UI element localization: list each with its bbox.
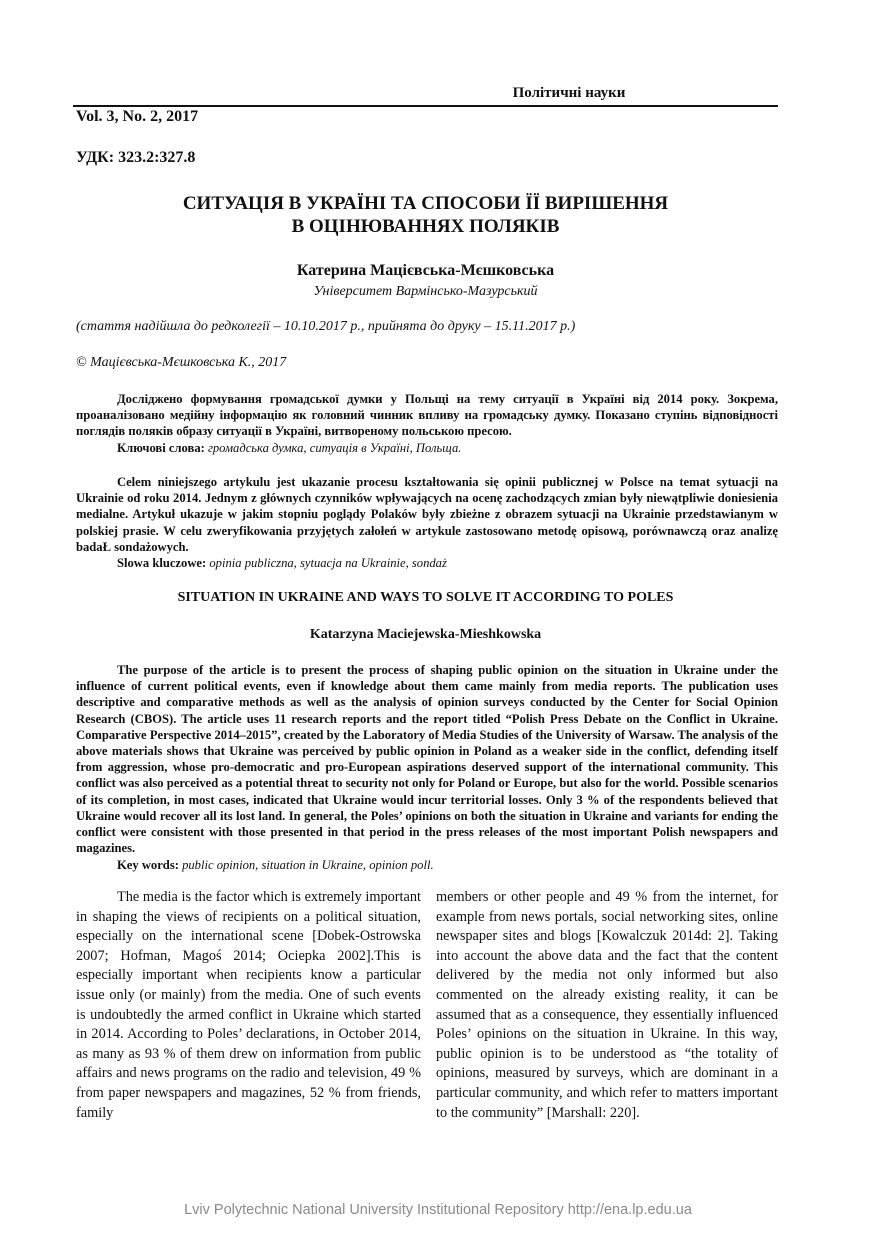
udk-code: УДК: 323.2:327.8: [76, 149, 196, 166]
abstract-pl: Celem niniejszego artykulu jest ukazanie procesu kształtowania się opinii publicznej w Polsce na temat sytuacji na Ukrainie od roku 2014. Jednym z głównych czynników wpływających na ocenę zachodzących zmian były niewątpliwie doniesienia medialne. Artykuł ukazuje w jakim stopniu poglądy Polaków były zbieżne z obrazem sytuacji na Ukrainie przedstawianym w polskiej prasie. W celu zweryfikowania przyjętych załołeń w artykule zastosowano metodę opisową, porównawczą oraz analizę badaŁ sondażowych.: [76, 475, 778, 554]
received-dates: (стаття надійшла до редколегії – 10.10.2017 р., прийнята до друку – 15.11.2017 р.): [76, 319, 576, 334]
keywords-uk: [117, 440, 461, 456]
author-name-uk: Катерина Мацієвська-Мєшковська: [296, 262, 555, 279]
keywords-label: Key words:: [117, 858, 179, 872]
title-line-2: В ОЦІНЮВАННЯХ ПОЛЯКІВ: [291, 216, 560, 237]
volume-info: Vol. 3, No. 2, 2017: [76, 108, 199, 125]
title-line-1: СИТУАЦІЯ В УКРАЇНІ ТА СПОСОБИ ЇЇ ВИРІШЕННЯ: [182, 193, 669, 214]
body-column-right: members or other people and 49 % from the internet, for example from news portals, social networking sites, online newspaper sites and blogs [Kowalczuk 2014d: 2]. Taking into account the above data and the fact that the content delivered by the media not only informed but also commented on the already existing reality, it can be assumed that as a consequence, they essentially influenced Poles’ opinions on the situation in Ukraine. In this way, public opinion is to be understood as “the totality of opinions, measured by surveys, which are dominant in a particular community, and which refer to matters important to the community” [Marshall: 220].: [436, 889, 778, 1121]
body-column-left: The media is the factor which is extremely important in shaping the views of recipients on a political situation, especially on the international scene [Dobek-Ostrowska 2007; Hofman, Magoś 2014; Ociepka 2002].This is especially important when recipients know a particular issue only (or mainly) from the media. One of such events is undoubtedly the armed conflict in Ukraine which started in 2014. According to Poles’ declarations, in October 2014, as many as 93 % of them drew on information from public affairs and news programs on the radio and television, 49 % from paper newspapers and magazines, 52 % from friends, family: [76, 889, 421, 1121]
keywords-label: Slowa kluczowe:: [117, 556, 207, 570]
article-title-en: SITUATION IN UKRAINE AND WAYS TO SOLVE IT ACCORDING TO POLES: [177, 590, 674, 605]
author-name-en: Katarzyna Maciejewska-Mieshkowska: [309, 627, 542, 642]
article-title-uk: [73, 192, 778, 238]
repository-footer: Lviv Polytechnic National University Institutional Repository http://ena.lp.edu.ua: [184, 1202, 692, 1218]
keywords-value: public opinion, situation in Ukraine, opinion poll.: [182, 858, 434, 872]
abstract-uk: Досліджено формування громадської думки у Польщі на тему ситуації в Україні від 2014 року. Зокрема, проаналізовано медійну інформацію як головний чинник впливу на громадську думку. Показано ступінь відповідності поглядів поляків образу ситуації в Україні, витвореному польською пресою.: [76, 392, 778, 439]
keywords-en: [117, 857, 434, 873]
keywords-value: opinia publiczna, sytuacja na Ukrainie, sondaż: [209, 556, 447, 570]
header-rule: [73, 105, 778, 107]
keywords-pl: [117, 555, 447, 571]
affiliation-uk: Університет Вармінсько-Мазурський: [313, 284, 538, 299]
running-head: Політичні науки: [512, 85, 626, 101]
keywords-label: Ключові слова:: [117, 441, 205, 455]
copyright-line: © Мацієвська-Мєшковська К., 2017: [76, 355, 287, 370]
keywords-value: громадська думка, ситуація в Україні, Польща.: [207, 441, 462, 455]
abstract-en: The purpose of the article is to present the process of shaping public opinion on the situation in Ukraine under the influence of current political events, even if knowledge about them came mainly from media reports. The publication uses descriptive and comparative methods as well as the analysis of opinion surveys conducted by the Center for Social Opinion Research (CBOS). The article uses 11 research reports and the report titled “Polish Press Debate on the Conflict in Ukraine. Comparative Perspective 2014–2015”, created by the Laboratory of Media Studies of the University of Warsaw. The analysis of the above materials shows that Ukraine was perceived by public opinion in Poland as a weaker side in the conflict, defending itself from aggression, whose pro-democratic and pro-European aspirations deserved support of the international community. This conflict was also perceived as a potential threat to security not only for Poland or Europe, but also for the world. Possible scenarios of its completion, in most cases, indicated that Ukraine would incur territorial losses. Only 3 % of the respondents believed that Ukraine would recover all its lost land. In general, the Poles’ opinions on both the situation in Ukraine and variants for ending the conflict were consistent with those presented in that period in the press releases of the most important Polish newspapers and magazines.: [76, 663, 778, 856]
